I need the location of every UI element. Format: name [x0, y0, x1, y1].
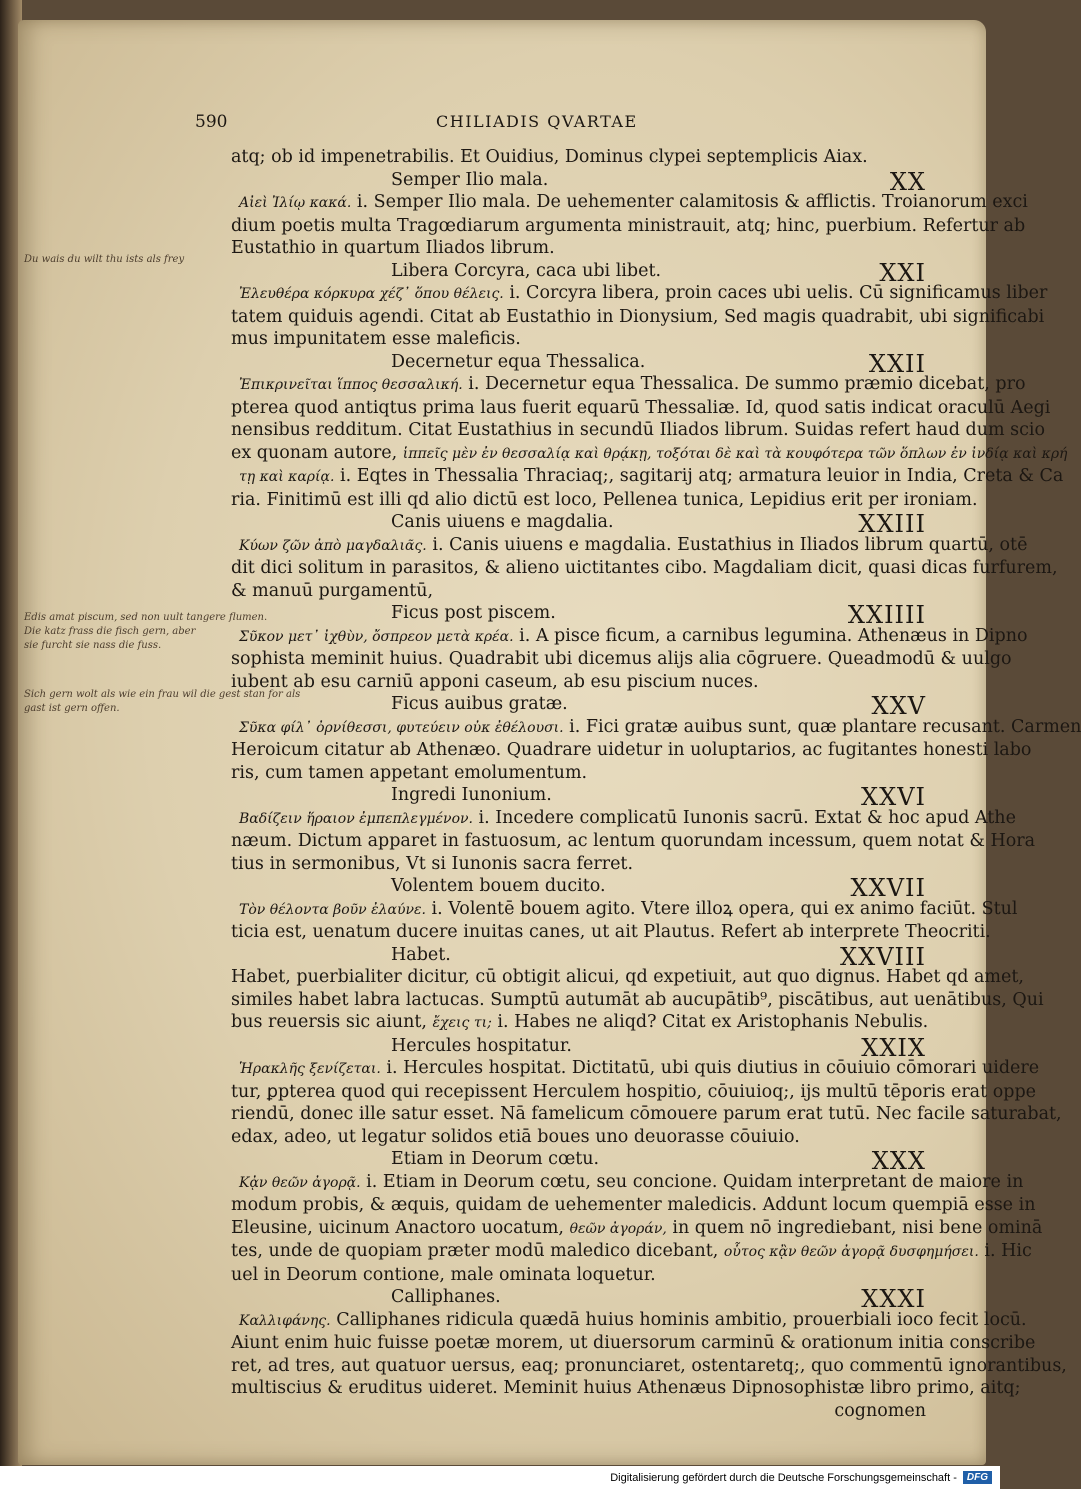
- text-line: [231, 328, 926, 351]
- text-line: [231, 419, 1046, 442]
- adage-title: Habet.: [391, 944, 451, 965]
- greek-phrase: Ἡρακλῆς ξενίζεται.: [239, 1061, 381, 1077]
- text-line: [231, 306, 1045, 329]
- adage-entry: [231, 942, 1044, 1035]
- text-line: [231, 397, 1051, 420]
- latin-text: ticia est, uenatum ducere inuitas canes, ut ait Plautus. Refert ab interprete Theocriti.: [231, 922, 991, 942]
- greek-phrase: Κύων ζῶν ἀπὸ μαγδαλιᾶς.: [239, 537, 427, 554]
- text-line: [231, 1332, 1036, 1355]
- text-line: [231, 237, 926, 260]
- text-line: [231, 762, 926, 785]
- greek-phrase: ἔχεις τι;: [432, 1015, 492, 1031]
- greek-phrase: Σῦκον μετ᾽ ἰχθὺν, ὄσπρεον μετὰ κρέα.: [239, 628, 514, 645]
- text-line: [231, 1377, 1021, 1400]
- latin-text: similes habet labra lactucas. Sumptū autumāt ab aucupātib⁹, piscātibus, aut uenātibus, Qui: [231, 989, 1044, 1010]
- latin-text: i. Hic: [984, 1241, 1032, 1261]
- latin-text: nensibus redditum. Citat Eustathius in secundū Iliados librum. Suidas refert haud dum scio: [231, 420, 1046, 440]
- latin-text: dium poetis multa Tragœdiarum argumenta ministrauit, atq; hinc, puerbium. Refertur ab: [231, 215, 1026, 236]
- text-line: [231, 580, 926, 603]
- page-number: 590: [195, 112, 228, 132]
- latin-text: tur, ꝑpterea quod qui recepissent Herculem hospitio, cōuiuioq;, ijs multū tēporis erat oppe: [231, 1081, 1037, 1102]
- adage-numeral: XXX: [871, 1147, 926, 1175]
- adage-list: [231, 167, 1081, 1400]
- latin-text: sophista meminit huius. Quadrabit ubi dicemus alijs alia cōgruere. Queadmodū & uulgo: [231, 649, 1012, 669]
- text-line: [231, 1126, 926, 1149]
- latin-text: ris, cum tamen appetant emolumentum.: [231, 762, 588, 783]
- adage-entry: [231, 1033, 1062, 1149]
- adage-numeral: XXI: [879, 258, 926, 287]
- adage-title: Libera Corcyra, caca ubi libet.: [391, 260, 662, 281]
- adage-numeral: XXIIII: [847, 601, 926, 629]
- digitization-footer: [0, 1466, 1000, 1489]
- latin-text: tius in sermonibus, Vt si Iunonis sacra ferret.: [231, 853, 634, 874]
- marginal-note: Edis amat piscum, sed non uult tangere flumen.: [24, 612, 268, 623]
- adage-title: Volentem bouem ducito.: [391, 876, 606, 896]
- catchword: cognomen: [834, 1400, 926, 1421]
- latin-text: ret, ad tres, aut quatuor uersus, eaq; pronunciaret, ostentaretq;, quo commentū ignorantibus,: [231, 1355, 1067, 1376]
- marginal-note: Die katz frass die fisch gern, aber: [24, 626, 196, 637]
- latin-text: i. Decernetur equa Thessalica. De summo præmio dicebat, pro: [468, 374, 1026, 394]
- latin-text: dit dici solitum in parasitos, & alieno uictitantes cibo. Magdaliam dicit, quasi dicas furfurem,: [231, 558, 1058, 578]
- latin-text: edax, adeo, ut legatur solidos etiā boues uno deuorasse cōuiuio.: [231, 1126, 800, 1147]
- text-line: [231, 966, 1024, 989]
- greek-phrase: Σῦκα φίλ᾽ ὀρνίθεσσι, φυτεύειν οὐκ ἐθέλουσι.: [239, 719, 564, 736]
- marginal-note: Du wais du wilt thu ists als frey: [24, 254, 185, 265]
- latin-text: i. A pisce ficum, a carnibus legumina. Athenæus in Dipno: [519, 625, 1028, 646]
- text-line: [231, 1240, 1032, 1264]
- adage-title: Ficus auibus gratæ.: [391, 694, 568, 714]
- greek-phrase: Καλλιφάνης.: [239, 1312, 331, 1329]
- adage-numeral: XX: [889, 167, 926, 196]
- greek-phrase: Κᾀν θεῶν ἀγορᾷ.: [239, 1174, 361, 1191]
- marginal-note: sie furcht sie nass die fuss.: [24, 640, 162, 651]
- latin-text: næum. Dictum apparet in fastuosum, ac lentum quorundam incessum, quem notat & Hora: [231, 831, 1036, 851]
- text-line: [231, 1081, 1037, 1104]
- text-line: [231, 282, 1048, 306]
- funding-credit: Digitalisierung gefördert durch die Deutsche Forschungsgemeinschaft -: [610, 1471, 957, 1484]
- latin-text: tes, unde de quopiam præter modū maledico dicebant,: [231, 1241, 719, 1261]
- latin-text: Eustathio in quartum Iliados librum.: [231, 238, 555, 258]
- text-line: [231, 1264, 926, 1287]
- text-line: [231, 898, 1018, 922]
- text-line: [231, 1217, 1043, 1241]
- latin-text: i. Fici gratæ auibus sunt, quæ plantare recusant. Carmen: [569, 716, 1081, 737]
- adage-title: Etiam in Deorum cœtu.: [391, 1149, 600, 1169]
- adage-numeral: XXVII: [850, 874, 926, 902]
- latin-text: modum probis, & æquis, quidam de uehementer maledicis. Addunt locum quempiā esse in: [231, 1195, 1036, 1215]
- greek-phrase: τῃ καὶ καρίᾳ.: [239, 469, 335, 485]
- adage-title: Hercules hospitatur.: [391, 1035, 572, 1056]
- dfg-logo: DFG: [963, 1471, 992, 1484]
- latin-text: Heroicum citatur ab Athenæo. Quadrare uidetur in uoluptarios, ac fugitantes honesti labo: [231, 740, 1032, 760]
- text-line: [231, 648, 1012, 671]
- text-line: [231, 215, 1026, 238]
- adage-entry: [231, 874, 1018, 944]
- greek-phrase: Βαδίζειν ἥραιον ἐμπεπλεγμένον.: [239, 810, 473, 827]
- adage-entry: [231, 510, 1058, 602]
- latin-text: i. Habes ne aliqd? Citat ex Aristophanis Nebulis.: [497, 1012, 929, 1032]
- adage-title: Ficus post piscem.: [391, 603, 556, 623]
- adage-numeral: XXVI: [861, 783, 926, 811]
- latin-text: iubent ab esu carniū apponi caseum, ab esu piscium nuces.: [231, 671, 759, 692]
- text-line: [231, 557, 1058, 580]
- latin-text: uel in Deorum contione, male ominata loquetur.: [231, 1264, 656, 1285]
- text-line: [231, 534, 1028, 558]
- greek-phrase: Ἐλευθέρα κόρκυρα χέζ᾽ ὅπου θέλεις.: [239, 286, 504, 302]
- marginal-note: gast ist gern offen.: [24, 703, 120, 714]
- adage-entry: [231, 783, 1036, 875]
- latin-text: Habet, puerbialiter dicitur, cū obtigit alicui, qd expetiuit, aut quo dignus. Habet qd amet,: [231, 967, 1024, 987]
- text-line: [231, 489, 978, 512]
- latin-text: i. Canis uiuens e magdalia. Eustathius in Iliados librum quartū, otē: [432, 534, 1028, 555]
- adage-numeral: XXIX: [861, 1033, 926, 1062]
- text-line: [231, 1309, 1027, 1333]
- greek-phrase: Ἐπικρινεῖται ἵππος θεσσαλική.: [239, 377, 463, 393]
- latin-text: tatem quiduis agendi. Citat ab Eustathio in Dionysium, Sed magis quadrabit, ubi significabi: [231, 306, 1045, 327]
- adage-title: Calliphanes.: [391, 1287, 501, 1307]
- adage-numeral: XXII: [868, 349, 926, 378]
- adage-entry: [231, 1285, 1067, 1400]
- latin-text: Calliphanes ridicula quædā huius hominis ambitio, prouerbiali ioco fecit locū.: [336, 1309, 1027, 1330]
- adage-numeral: XXV: [871, 692, 926, 720]
- adage-entry: [231, 349, 1068, 512]
- text-line: [231, 373, 1026, 397]
- text-line: [231, 442, 1068, 466]
- greek-phrase: θεῶν ἀγοράν,: [569, 1220, 667, 1237]
- latin-text: ex quonam autore,: [231, 442, 398, 463]
- text-line: [231, 716, 1081, 740]
- text-line: [231, 465, 1064, 489]
- latin-text: mus impunitatem esse maleficis.: [231, 329, 521, 349]
- text-line: [231, 1355, 1067, 1378]
- text-line: [231, 921, 991, 944]
- latin-text: i. Eqtes in Thessalia Thraciaq;, sagitarij atq; armatura leuior in India, Creta & Ca: [340, 466, 1064, 486]
- text-line: [231, 830, 1036, 853]
- latin-text: i. Volentē bouem agito. Vtere illoꝝ opera, qui ex animo faciūt. Stul: [431, 898, 1018, 919]
- latin-text: ria. Finitimū est illi qd alio dictū est loco, Pellenea tunica, Lepidius erit per ironiam.: [231, 489, 978, 510]
- adage-entry: [231, 692, 1081, 784]
- adage-entry: [231, 258, 1048, 351]
- latin-text: i. Etiam in Deorum cœtu, seu concione. Quidam interpretant de maiore in: [366, 1171, 1024, 1192]
- text-line: [231, 739, 1032, 762]
- text-line: [231, 989, 1044, 1012]
- text-line: [231, 625, 1028, 649]
- latin-text: pterea quod antiqtus prima laus fuerit equarū Thessaliæ. Id, quod satis indicat oraculū Aegi: [231, 397, 1051, 418]
- page-header: [0, 112, 1000, 142]
- greek-phrase: ἱππεῖς μὲν ἐν θεσσαλίᾳ καὶ θρᾴκῃ, τοξόται δὲ καὶ τὰ κουφότερα τῶν ὅπλων ἐν ἰνδίᾳ καὶ κρή: [402, 445, 1068, 462]
- text-line: [231, 1194, 1036, 1217]
- greek-phrase: Αἰεὶ Ἰλίῳ κακά.: [239, 195, 352, 211]
- text-line: [231, 1171, 1024, 1195]
- running-head: CHILIADIS QVARTAE: [436, 112, 638, 131]
- text-line: [231, 1103, 1062, 1126]
- opening-line: atq; ob id impenetrabilis. Et Ouidius, Dominus clypei septemplicis Aiax.: [231, 147, 868, 167]
- latin-text: multiscius & eruditus uideret. Meminit huius Athenæus Dipnosophistæ libro primo, aitq;: [231, 1378, 1021, 1398]
- latin-text: bus reuersis sic aiunt,: [231, 1012, 427, 1032]
- latin-text: i. Hercules hospitat. Dictitatū, ubi quis diutius in cōuiuio cōmorari uidere: [386, 1058, 1040, 1078]
- latin-text: i. Semper Ilio mala. De uehementer calamitosis & afflictis. Troianorum exci: [356, 192, 1028, 212]
- adage-entry: [231, 601, 1028, 693]
- adage-title: Canis uiuens e magdalia.: [391, 512, 614, 532]
- text-line: [231, 853, 926, 876]
- adage-title: Semper Ilio mala.: [391, 169, 549, 190]
- latin-text: & manuū purgamentū,: [231, 580, 434, 601]
- latin-text: riendū, donec ille satur esset. Nā famelicum cōmouere parum erat tutū. Nec facile saturabat,: [231, 1104, 1062, 1124]
- adage-title: Ingredi Iunonium.: [391, 785, 552, 805]
- adage-numeral: XXVIII: [840, 942, 926, 971]
- latin-text: i. Corcyra libera, proin caces ubi uelis. Cū significamus liber: [509, 283, 1048, 303]
- latin-text: Aiunt enim huic fuisse poetæ morem, ut diuersorum carminū & orationum initia conscribe: [231, 1333, 1036, 1353]
- greek-phrase: οὗτος κᾂν θεῶν ἀγορᾷ δυσφημήσει.: [723, 1244, 979, 1260]
- latin-text: i. Incedere complicatū Iunonis sacrū. Extat & hoc apud Athe: [478, 807, 1016, 828]
- text-line: [231, 191, 1028, 215]
- latin-text: in quem nō ingrediebant, nisi bene ominā: [672, 1217, 1043, 1238]
- adage-entry: [231, 167, 1028, 260]
- adage-title: Decernetur equa Thessalica.: [391, 351, 646, 372]
- adage-numeral: XXIII: [858, 510, 926, 538]
- adage-numeral: XXXI: [861, 1285, 926, 1313]
- text-line: [231, 1011, 929, 1035]
- adage-entry: [231, 1147, 1043, 1286]
- text-line: [231, 807, 1016, 831]
- latin-text: Eleusine, uicinum Anactoro uocatum,: [231, 1217, 564, 1238]
- text-line: [231, 1057, 1040, 1081]
- marginal-note: Sich gern wolt als wie ein frau wil die gest stan for als: [24, 689, 301, 700]
- text-line: [231, 671, 926, 694]
- greek-phrase: Τὸν θέλοντα βοῦν ἐλαύνε.: [239, 901, 426, 918]
- text-block: [231, 146, 1081, 1422]
